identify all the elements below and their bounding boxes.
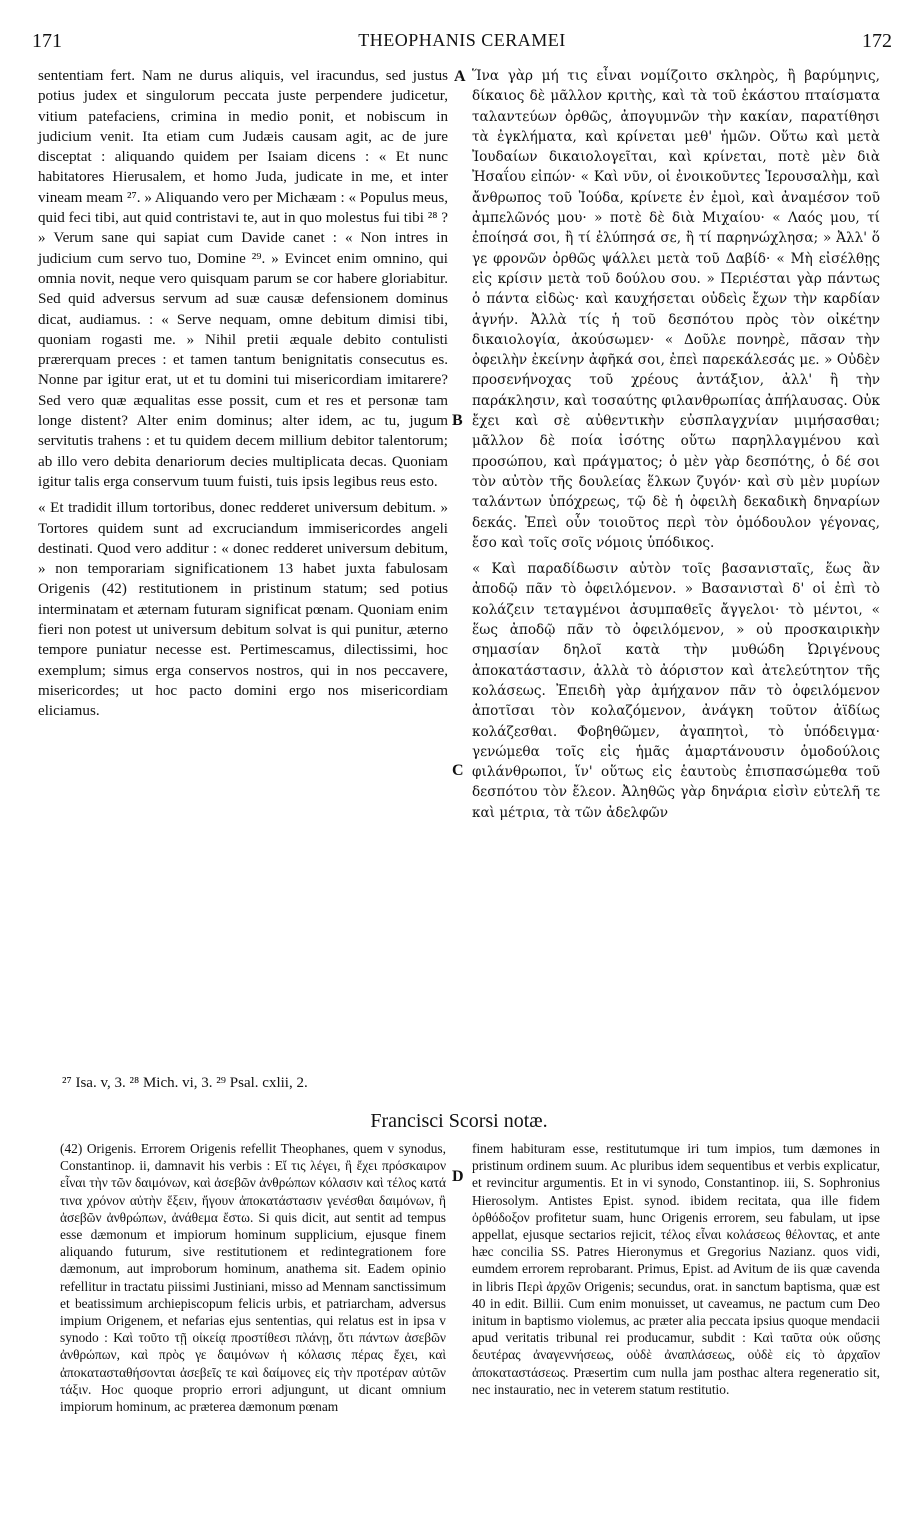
running-head: [32, 30, 892, 56]
margin-marker-d: D: [452, 1168, 464, 1185]
notes-left-column: [60, 1140, 446, 1415]
margin-marker-b: B: [452, 412, 463, 429]
running-title: THEOPHANIS CERAMEI: [358, 30, 566, 50]
greek-paragraph: « Καὶ παραδίδωσιν αὐτὸν τοῖς βασανισταῖς, ἕως ἂν ἀποδῷ πᾶν τὸ ὀφειλόμενον. » Βασανισταὶ δ' οἱ ἐπὶ τὸ κολάζειν τεταγμένοι ἀσυμπαθεῖς ἄγγελοι· τὸ μέντοι, « ἕως ἀποδῷ πᾶν τὸ ὀφειλόμενον, » οὐ προσκαιρικὴν σημασίαν δηλοῖ κατὰ τὴν μυθώδη Ὠριγένους ἀποκατάστασιν, ἀλλὰ τὸ ἀόριστον καὶ ἀτελεύτητον τῆς κολάσεως. Ἐπειδὴ γὰρ ἀμήχανον πᾶν τὸ ὀφειλόμενον ἀποτῖσαι τὸν κολαζόμενον, ἀνάγκη τοῦτον ἀϊδίως κολάζεσθαι. Φοβηθῶμεν, ἀγαπητοὶ, τὸ ὑπόδειγμα· γενώμεθα τοῖς εἰς ἡμᾶς ἁμαρτάνουσιν ὁμοδούλοις φιλάνθρωποι, ἵν' οὕτως εἰς ἑαυτοὺς ἐπισπασώμεθα τοῦ δεσπότου τὸν ἔλεον. Ἀληθῶς γὰρ δηνάρια εἰσὶν εὐτελῆ τε καὶ μέτρια, τὰ τῶν ἀδελφῶν: [472, 561, 880, 821]
margin-marker-a: A: [454, 68, 466, 85]
latin-column: [38, 66, 448, 722]
note-text: (42) Origenis. Errorem Origenis refellit Theophanes, quem v synodus, Constantinop. ii, damnavit his verbis : Εἴ τις λέγει, ἢ ἔχει πρόσκαιρον εἶναι τὴν τῶν δαιμόνων, καὶ ἀσεβῶν ἀνθρώπων κόλασιν καὶ τέλος κατά τινα χρόνον αὐτὴν ἕξειν, ἤγουν ἀποκατάστασιν γενέσθαι δαιμόνων, ἢ ἀσεβῶν ἀνθρώπων, ἀνάθεμα ἔστω. Si quis dicit, aut sentit ad tempus esse dæmonum et impiorum hominum supplicium, ejusque finem aliquando futurum, sive restitutionem et redintegrationem fore dæmonum, aut improborum hominum, anathema sit. Eadem opinio refellitur in tractatu piissimi Justiniani, misso ad Mennam sanctissimum et beatissimum archiepiscopum felicis urbis, et patriarcham, adversus impium Origenem, et nefarias ejus sententias, qui relatus est in ipsa v synodo : Καὶ τοῦτο τῇ οἰκείᾳ προστίθεσι πλάνῃ, ὅτι πάντων ἀσεβῶν ἀνθρώπων, καὶ πρὸς γε δαιμόνων ἡ κόλασις πέρας ἔχει, καὶ ἀποκατασταθήσονται ἀσεβεῖς τε καὶ δαίμονες εἰς τὴν προτέραν αὐτῶν τάξιν. Hoc quoque proprio errori adjungunt, ut dicant omnium impiorum hominum, ac præterea dæmonum pœnam: [60, 1141, 446, 1415]
latin-paragraph: « Et tradidit illum tortoribus, donec redderet universum debitum. » Tortores quidem sunt ad excruciandum immisericordes angeli destinati. Quod vero additur : « donec redderet universum debitum, » non temporariam significationem 13 habet juxta fabulosam Origenis (42) restitutionem in pristinum statum; sed potius interminatam et æternam futuram significat pœnam. Quoniam enim fieri non potest ut universum debitum solvat is qui punitur, æterno tempore puniatur necesse est. Pertimescamus, dilectissimi, hoc exemplum; simus erga conservos nostros, qui in nos peccavere, misericordes; ut hoc pacto domini ergo nos misericordiam eliciamus.: [38, 500, 448, 720]
greek-paragraph: Ἵνα γὰρ μή τις εἶναι νομίζοιτο σκληρὸς, ἢ βαρύμηνις, δίκαιος δὲ μᾶλλον κριτὴς, καὶ τὰ τοῦ ἑκάστου πταίσματα ταλαντεύων ὀρθῶς, ἀπογυμνῶν τὴν κακίαν, παρατίθησι τὰ ἐγκλήματα, καὶ κρίνεται μεθ' ἡμῶν. Οὕτω καὶ μετὰ Ἰουδαίων δικαιολογεῖται, καὶ κρίνεται, ποτὲ μὲν διὰ Ἠσαΐου εἰπών· « Καὶ νῦν, οἱ ἐνοικοῦντες Ἱερουσαλὴμ, καὶ ἄνθρωπος τοῦ Ἰούδα, κρίνετε ἐν ἐμοὶ, καὶ ἀναμέσον τοῦ ἀμπελῶνός μου· » ποτὲ δὲ διὰ Μιχαίου· « Λαός μου, τί ἐποίησά σοι, ἢ τί ἐλύπησά σε, ἢ τί παρηνώχλησα; » Ἀλλ' ὅ γε φρονῶν ὀρθῶς ψάλλει μετὰ τοῦ Δαβίδ· « Μὴ εἰσέλθῃς εἰς κρίσιν μετὰ τοῦ δούλου σου. » Περιέσται γὰρ πάντως ὁ πάντα εἰδὼς· καὶ καυχήσεται οὐδεὶς ἔχων τὴν καρδίαν ἁγνήν. Ἀλλὰ τίς ἡ τοῦ δεσπότου πρὸς τὸν οἰκέτην δικαιολογία, ἀκούσωμεν· « Δοῦλε πονηρὲ, πᾶσαν τὴν ὀφειλὴν ἐκείνην ἀφῆκά σοι, ἐπεὶ παρεκάλεσάς με. » Οὐδὲν προσενήνοχας τοῦ χρέους ἀντάξιον, ἀλλ' ἢ τὴν παράκλησιν, καὶ τοσαύτης φιλανθρωπίας ἀπήλαυσας. Οὐκ ἔχει καὶ σὲ αὐθεντικὴν εὐσπλαγχνίαν μιμήσασθαι; μᾶλλον δὲ ποία ἰσότης οὕτω παρηλλαγμένου καὶ προσώπου, καὶ πράγματος; ὁ μὲν γὰρ δεσπότης, ὁ δέ σοι τὸν αὐτὸν τῆς δουλείας ἕλκων ζυγόν· καὶ σὺ μὲν μυρίων ταλάντων ὑπόχρεως, τῷ δὲ ἡ ὀφειλὴ δεκαδικὴ δηναρίων δεκάς. Ἐπεὶ οὖν τοιοῦτος περὶ τὸν ὁμόδουλον γέγονας, ἔσο καὶ τοῖς σοῖς νόμοις ὑπόδικος.: [472, 68, 880, 551]
footnote-references: ²⁷ Isa. v, 3. ²⁸ Mich. vi, 3. ²⁹ Psal. cxlii, 2.: [62, 1075, 308, 1091]
margin-marker-c: C: [452, 762, 464, 779]
page-number-right: 172: [862, 30, 892, 52]
page-number-left: 171: [32, 30, 62, 52]
latin-paragraph: sententiam fert. Nam ne durus aliquis, vel iracundus, sed justus potius judex et singulorum peccata juste perpendere judicetur, vitium patefaciens, crimina in medio ponit, et nobiscum in judicium venit. Ita etiam cum Judæis causam agit, ac de jure disceptat : aliquando quidem per Isaiam dicens : « Et nunc habitatores Hierusalem, et homo Juda, judicate in me, et inter vineam meam ²⁷. » Aliquando vero per Michæam : « Populus meus, quid feci tibi, aut quid contristavi te, aut in quo molestus fui tibi ²⁸ ? » Verum sane qui sapiat cum Davide canet : « Non intres in judicium cum servo tuo, Domine ²⁹. » Evincet enim omnino, qui omnia novit, neque vero quisquam parum se cor habere gloriabitur. Sed quid adversus servum ad suæ causæ defensionem dominus dicat, audiamus. : « Serve nequam, omne debitum dimisi tibi, quoniam rogasti me. » Nihil pretii æquale debito contulisti prærerquam preces : et tamen tantum benignitatis consecutus es. Nonne par igitur erat, ut et tu domini tui misericordiam imitarere? Sed vero quæ æqualitas esse possit, cum et res et personæ tam longe distent? Alter enim dominus; alter idem, ac tu, jugum servitutis trahens : et tu quidem decem millium debitor talentorum; ab illo vero debita denariorum decies multiplicata decas. Quoniam igitur talis erga conservum tuum fuisti, tuis ipsis legibus reus esto.: [38, 68, 448, 490]
greek-column: [472, 66, 880, 823]
notes-right-column: [472, 1140, 880, 1398]
note-text: finem habituram esse, restitutumque iri tum impios, tum dæmones in pristinum ordinem suum. Ac pluribus idem sequentibus et verbis explicatur, et revincitur argumentis. Et in vi synodo, Constantinop. iii, S. Sophronius Hierosolym. Antistes Epist. synod. ibidem recitata, qua ille fidem ὀρθόδοξον profitetur suam, hunc Origenis errorem, seu fabulam, ut ipse appellat, ejusque sectarios rejicit, τέλος εἶναι κολάσεως θέλοντας, et ante hæc concilia SS. Patres Hieronymus et Gregorius Nazianz. quos vidi, eumdem errorem reprobarant. Primus, Epist. ad Avitum de iis quæ cavenda in libris Περὶ ἀρχῶν Origenis; secundus, orat. in sanctum baptisma, quæ est 40 in edit. Billii. Cum enim monuisset, ut caveamus, ne pactum cum Deo initum in baptismo violemus, ac præter alia peccata ipsius quoque mendacii apud veritatis tribunal rei producamur, subdit : Καὶ ταῦτα οὐκ οὔσης δευτέρας ἀναγεννήσεως, οὐδὲ ἀναπλάσεως, οὐδὲ εἰς τὸ ἀρχαῖον ἀποκαταστάσεως. Præsertim cum nulla jam posthac altera regeneratio sit, nec instauratio, nec in veterem statum restitutio.: [472, 1141, 880, 1397]
notes-heading: Francisci Scorsi notæ.: [370, 1110, 548, 1132]
